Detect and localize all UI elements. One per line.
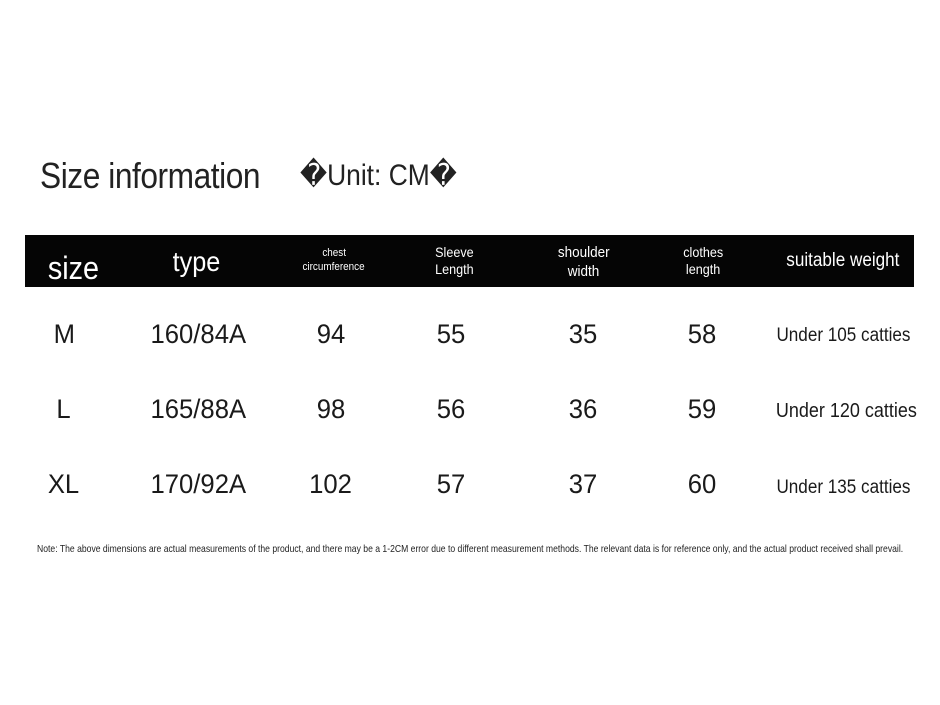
cell-weight: Under 105 catties [775,325,911,346]
cell-sleeve: 57 [436,468,466,499]
header-shoulder: shoulder width [558,244,610,280]
cell-chest: 98 [316,393,346,424]
cell-length: 58 [687,318,717,349]
cell-type: 165/88A [150,393,246,424]
table-row [25,464,914,504]
page-title: Size information [40,155,261,196]
cell-size: XL [48,468,80,499]
header-weight: suitable weight [786,250,900,272]
cell-sleeve: 56 [436,393,466,424]
header-clothes-length: clothes length [683,243,723,277]
cell-shoulder: 37 [568,468,598,499]
cell-type: 170/92A [150,468,246,499]
cell-chest: 94 [316,318,346,349]
cell-length: 60 [687,468,717,499]
table-header [25,235,914,287]
cell-chest: 102 [309,468,353,499]
measurement-note: Note: The above dimensions are actual measurements of the product, and there may be a 1-2CM error due to different measurement methods. The relevant data is for reference only, and the actual product received shall prevail. [36,543,904,555]
table-row [25,389,917,429]
cell-size: M [53,318,75,349]
cell-shoulder: 35 [568,318,598,349]
cell-weight: Under 120 catties [775,399,917,422]
cell-weight: Under 135 catties [775,477,911,498]
unit-label: �Unit: CM� [300,159,457,192]
cell-size: L [56,393,72,424]
cell-type: 160/84A [150,318,246,349]
cell-shoulder: 36 [568,393,598,424]
header-size: size [47,250,100,286]
header-chest: chest circumference [302,247,366,273]
cell-length: 59 [687,393,717,424]
header-sleeve: Sleeve Length [434,243,474,277]
header-type: type [172,245,220,277]
cell-sleeve: 55 [436,318,466,349]
table-row [25,314,914,354]
